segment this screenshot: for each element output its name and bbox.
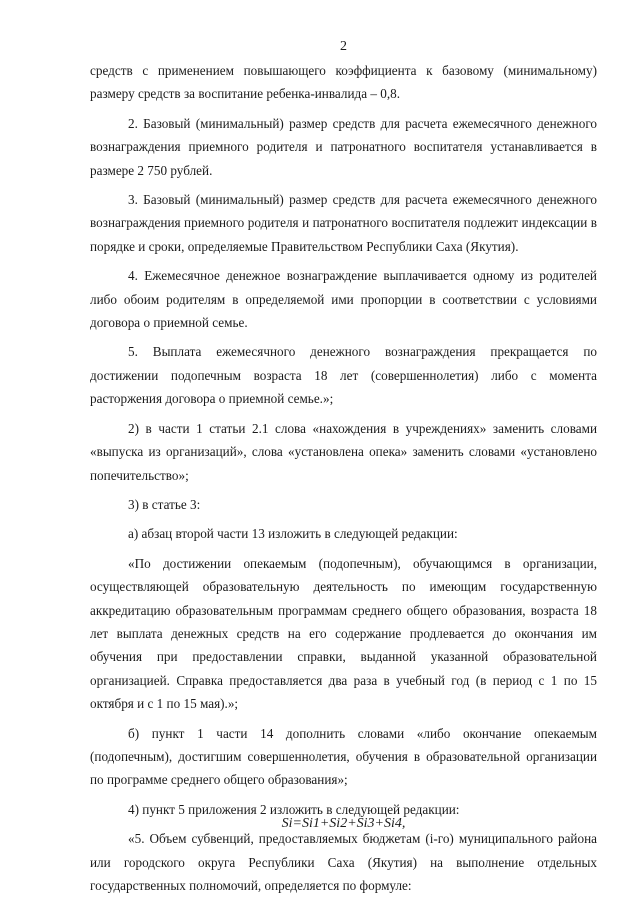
paragraph-item-3: 3. Базовый (минимальный) размер средств для расчета ежемесячного денежного вознаграждения приемного родителя и патронатного воспитателя подлежит индексации в порядке и сроки, определяемые Правительством Республики Саха (Якутия). (90, 192, 597, 254)
formula (90, 812, 597, 835)
paragraph-subitem-a: а) абзац второй части 13 изложить в следующей редакции: (128, 526, 458, 542)
paragraph-amendment-4: 4) пункт 5 приложения 2 изложить в следующей редакции: (128, 801, 460, 817)
paragraph-item-5: 5. Выплата ежемесячного денежного вознаграждения прекращается по достижении подопечным возраста 18 лет (совершеннолетия) либо с момента расторжения договора о приемной семье.»; (90, 344, 597, 407)
paragraph-subvention-volume: «5. Объем субвенций, предоставляемых бюджетам (i-го) муниципального района или городского округа Республики Саха (Якутия) на выполнение отдельных государственных полномочий, определяется по формуле: (90, 831, 597, 893)
paragraph-amendment-3: 3) в статье 3: (128, 496, 201, 512)
formula-text: Si=Si1+Si2+Si3+Si4, (281, 816, 406, 831)
paragraph-amendment-2: 2) в части 1 статьи 2.1 слова «нахождения в учреждениях» заменить словами «выпуска из организаций», слова «установлена опека» заменить словами «установлено попечительство»; (90, 420, 597, 483)
paragraph-item-2: 2. Базовый (минимальный) размер средств для расчета ежемесячного денежного вознаграждения приемного родителя и патронатного воспитателя устанавливается в размере 2 750 рублей. (90, 115, 597, 178)
paragraph-subitem-b: б) пункт 1 части 14 дополнить словами «либо окончание опекаемым (подопечным), достигшим совершеннолетия, обучения в образовательной организации по программе среднего общего образования»; (90, 725, 597, 788)
paragraph-continuation: средств с применением повышающего коэффициента к базовому (минимальному) размеру средств за воспитание ребенка-инвалида – 0,8. (90, 63, 597, 102)
document-body (90, 59, 597, 903)
paragraph-item-4: 4. Ежемесячное денежное вознаграждение выплачивается одному из родителей либо обоим родителям в определяемой ими пропорции в соответствии с условиями договора о приемной семье. (90, 268, 597, 331)
page-number: 2 (340, 39, 347, 54)
paragraph-quoted-text: «По достижении опекаемым (подопечным), обучающимся в организации, осуществляющей образовательную деятельность по имеющим государственную аккредитацию образовательным программам среднего общего образования, возраста 18 лет выплата денежных средств на его содержание продлевается до окончания им обучения при предоставлении справки, выданной указанной образовательной организацией. Справка предоставляется два раза в учебный год (в период с 1 по 15 октября и с 1 по 15 мая).»; (90, 555, 597, 712)
